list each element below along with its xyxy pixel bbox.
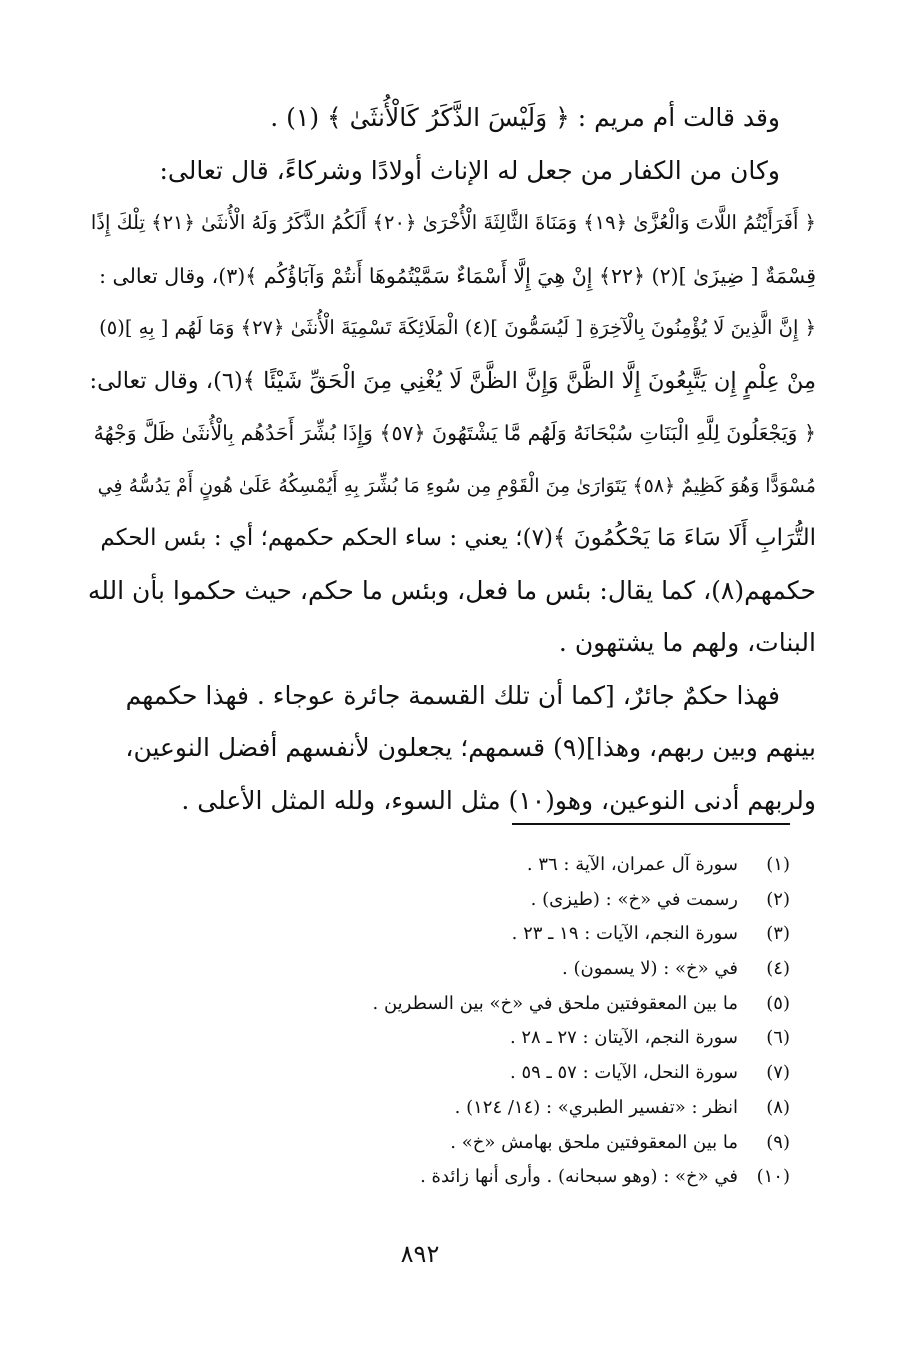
quran-line-5: ﴿ إِنَّ الَّذِينَ لَا يُؤْمِنُونَ بِالْآخِرَةِ [ لَيُسَمُّونَ ](٤) الْمَلَائِكَةَ تَسْمِيَةَ الْأُنثَىٰ ﴿٢٧﴾ وَمَا لَهُم [ بِهِ ](٥) [99,316,816,339]
footnote-number: (٤) [766,958,790,980]
footnote-item [250,848,790,883]
footnote-item [250,1056,790,1091]
footnotes-list [250,848,790,1195]
footnote-item [250,917,790,952]
footnote-text: سورة النجم، الآيات : ١٩ ـ ٢٣ . [511,923,738,945]
footnote-item [250,1091,790,1126]
text-line-2: وكان من الكفار من جعل له الإناث أولادًا وشركاءً، قال تعالى: [159,155,780,185]
quran-line-3: ﴿ أَفَرَأَيْتُمُ اللَّاتَ وَالْعُزَّىٰ ﴿١٩﴾ وَمَنَاةَ الثَّالِثَةَ الْأُخْرَىٰ ﴿٢٠﴾ أَلَكُمُ الذَّكَرُ وَلَهُ الْأُنثَىٰ ﴿٢١﴾ تِلْكَ إِذًا [90,211,816,234]
text-line-11: البنات، ولهم ما يشتهون . [558,628,816,657]
footnote-item [250,952,790,987]
footnote-number: (٨) [766,1096,790,1118]
footnote-number: (٦) [766,1027,790,1049]
footnote-text: انظر : «تفسير الطبري» : (١٤/ ١٢٤) . [454,1096,738,1118]
quran-line-7: ﴿ وَيَجْعَلُونَ لِلَّهِ الْبَنَاتِ سُبْحَانَهُ وَلَهُم مَّا يَشْتَهُونَ ﴿٥٧﴾ وَإِذَا بُشِّرَ أَحَدُهُم بِالْأُنثَىٰ ظَلَّ وَجْهُهُ [93,421,816,445]
footnote-text: في «خ» : (لا يسمون) . [562,958,738,980]
footnote-number: (٧) [766,1062,790,1084]
footnote-divider [512,823,790,825]
footnote-item [250,1126,790,1161]
text-line-12: فهذا حكمٌ جائرٌ، [كما أن تلك القسمة جائرة عوجاء . فهذا حكمهم [125,680,780,710]
quran-line-4: قِسْمَةٌ [ ضِيزَىٰ ](٢) ﴿٢٢﴾ إِنْ هِيَ إِلَّا أَسْمَاءٌ سَمَّيْتُمُوهَا أَنتُمْ وَآبَاؤُكُم ﴾(٣)، وقال تعالى : [99,263,816,288]
footnote-text: رسمت في «خ» : (طيزى) . [530,888,738,910]
quran-line-8: مُسْوَدًّا وَهُوَ كَظِيمٌ ﴿٥٨﴾ يَتَوَارَىٰ مِنَ الْقَوْمِ مِن سُوءِ مَا بُشِّرَ بِهِ أَيُمْسِكُهُ عَلَىٰ هُونٍ أَمْ يَدُسُّهُ فِي [97,474,816,497]
footnote-number: (١) [766,854,790,875]
footnote-item [250,1160,790,1195]
footnote-number: (٩) [766,1131,790,1153]
footnote-number: (١٠) [756,1166,790,1188]
footnote-text: في «خ» : (وهو سبحانه) . وأرى أنها زائدة . [420,1166,738,1188]
footnote-item [250,987,790,1022]
footnote-text: ما بين المعقوفتين ملحق في «خ» بين السطرين . [372,992,738,1014]
text-line-10: حكمهم(٨)، كما يقال: بئس ما فعل، وبئس ما حكم، حيث حكموا بأن الله [88,575,816,605]
footnote-text: ما بين المعقوفتين ملحق بهامش «خ» . [450,1131,738,1153]
footnote-item [250,883,790,918]
footnote-text: سورة النجم، الآيتان : ٢٧ ـ ٢٨ . [509,1027,738,1049]
footnote-number: (٢) [766,888,790,910]
text-line-14: ولربهم أدنى النوعين، وهو(١٠) مثل السوء، ولله المثل الأعلى . [181,785,816,815]
quran-line-6: مِنْ عِلْمٍ إِن يَتَّبِعُونَ إِلَّا الظَّنَّ وَإِنَّ الظَّنَّ لَا يُغْنِي مِنَ الْحَقِّ شَيْئًا ﴾(٦)، وقال تعالى: [89,367,816,394]
footnote-text: سورة آل عمران، الآية : ٣٦ . [526,854,738,875]
footnote-number: (٣) [766,923,790,945]
footnote-item [250,1021,790,1056]
main-text [88,92,816,827]
quran-line-9: التُّرَابِ أَلَا سَاءَ مَا يَحْكُمُونَ ﴾(٧)؛ يعني : ساء الحكم حكمهم؛ أي : بئس الحكم [100,525,816,551]
footnote-number: (٥) [766,992,790,1014]
text-line-13: بينهم وبين ربهم، وهذا](٩) قسمهم؛ يجعلون لأنفسهم أفضل النوعين، [125,733,816,762]
footnote-text: سورة النحل، الآيات : ٥٧ ـ ٥٩ . [510,1062,738,1084]
text-line-1: وقد قالت أم مريم : ﴿ وَلَيْسَ الذَّكَرُ كَالْأُنثَىٰ ﴾ (١) . [270,103,780,132]
page-number: ٨٩٢ [400,1240,440,1268]
